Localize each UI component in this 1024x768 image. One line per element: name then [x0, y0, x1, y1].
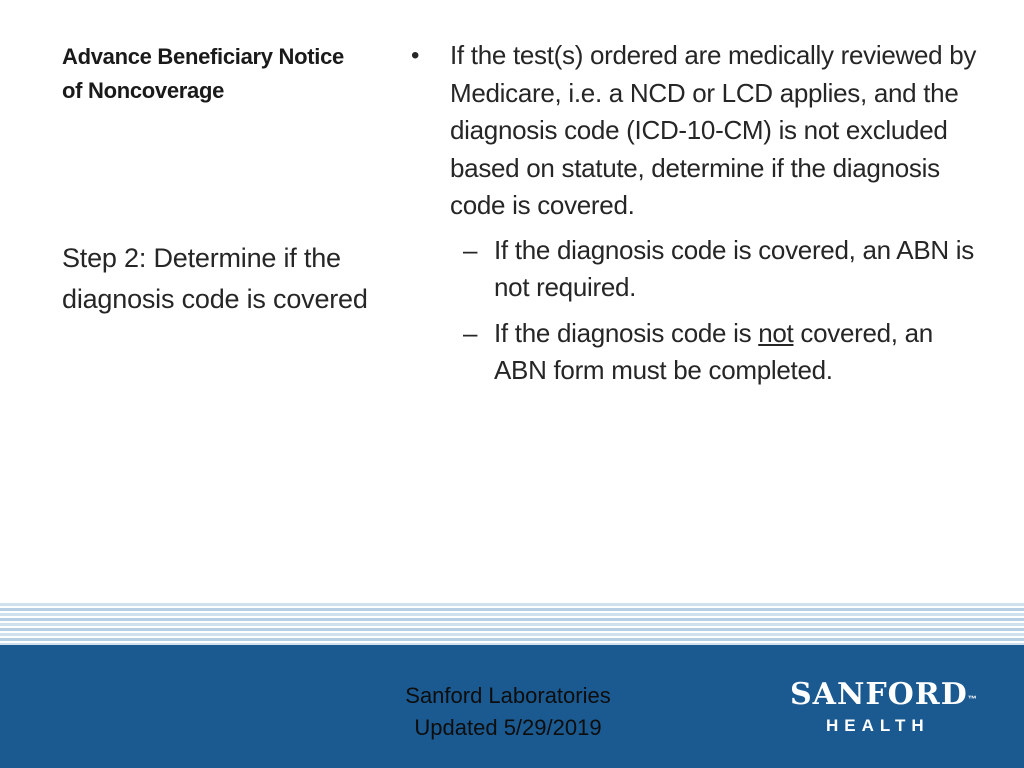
emphasis-not: not [758, 317, 794, 348]
logo-main-text: SANFORD [790, 677, 968, 712]
bullet-marker: • [411, 42, 420, 69]
slide-title: Advance Beneficiary Notice of Noncoverage [62, 44, 344, 103]
dash-marker: – [463, 234, 478, 265]
sub-item-text: If the diagnosis code is covered, an ABN is not required. [494, 234, 974, 302]
sanford-health-logo [790, 678, 1000, 738]
step-heading: Step 2: Determine if the diagnosis code is covered [62, 243, 368, 314]
dash-marker: – [463, 317, 478, 348]
content-area [405, 37, 985, 398]
decorative-stripes [0, 603, 1024, 645]
sub-item-text-pre: If the diagnosis code is [494, 317, 759, 348]
footer-line-organization: Sanford Laboratories [405, 683, 611, 708]
sub-list [405, 232, 985, 390]
logo-wordmark [790, 678, 978, 712]
sub-item-not-covered [405, 315, 985, 390]
bullet-text: If the test(s) ordered are medically reviewed by Medicare, i.e. a NCD or LCD applies, and the diagnosis code (ICD-10-CM) is not excluded based on statute, determine if the diagnosis code is covered. [450, 40, 977, 220]
trademark-symbol: ™ [967, 694, 978, 704]
sub-item-covered [405, 232, 985, 307]
footer-text [350, 680, 666, 744]
footer-line-updated: Updated 5/29/2019 [414, 715, 602, 740]
sub-item-text-post: covered, an ABN form must be completed. [494, 317, 933, 385]
logo-subtext: HEALTH [826, 716, 930, 735]
bullet-item [405, 37, 985, 225]
